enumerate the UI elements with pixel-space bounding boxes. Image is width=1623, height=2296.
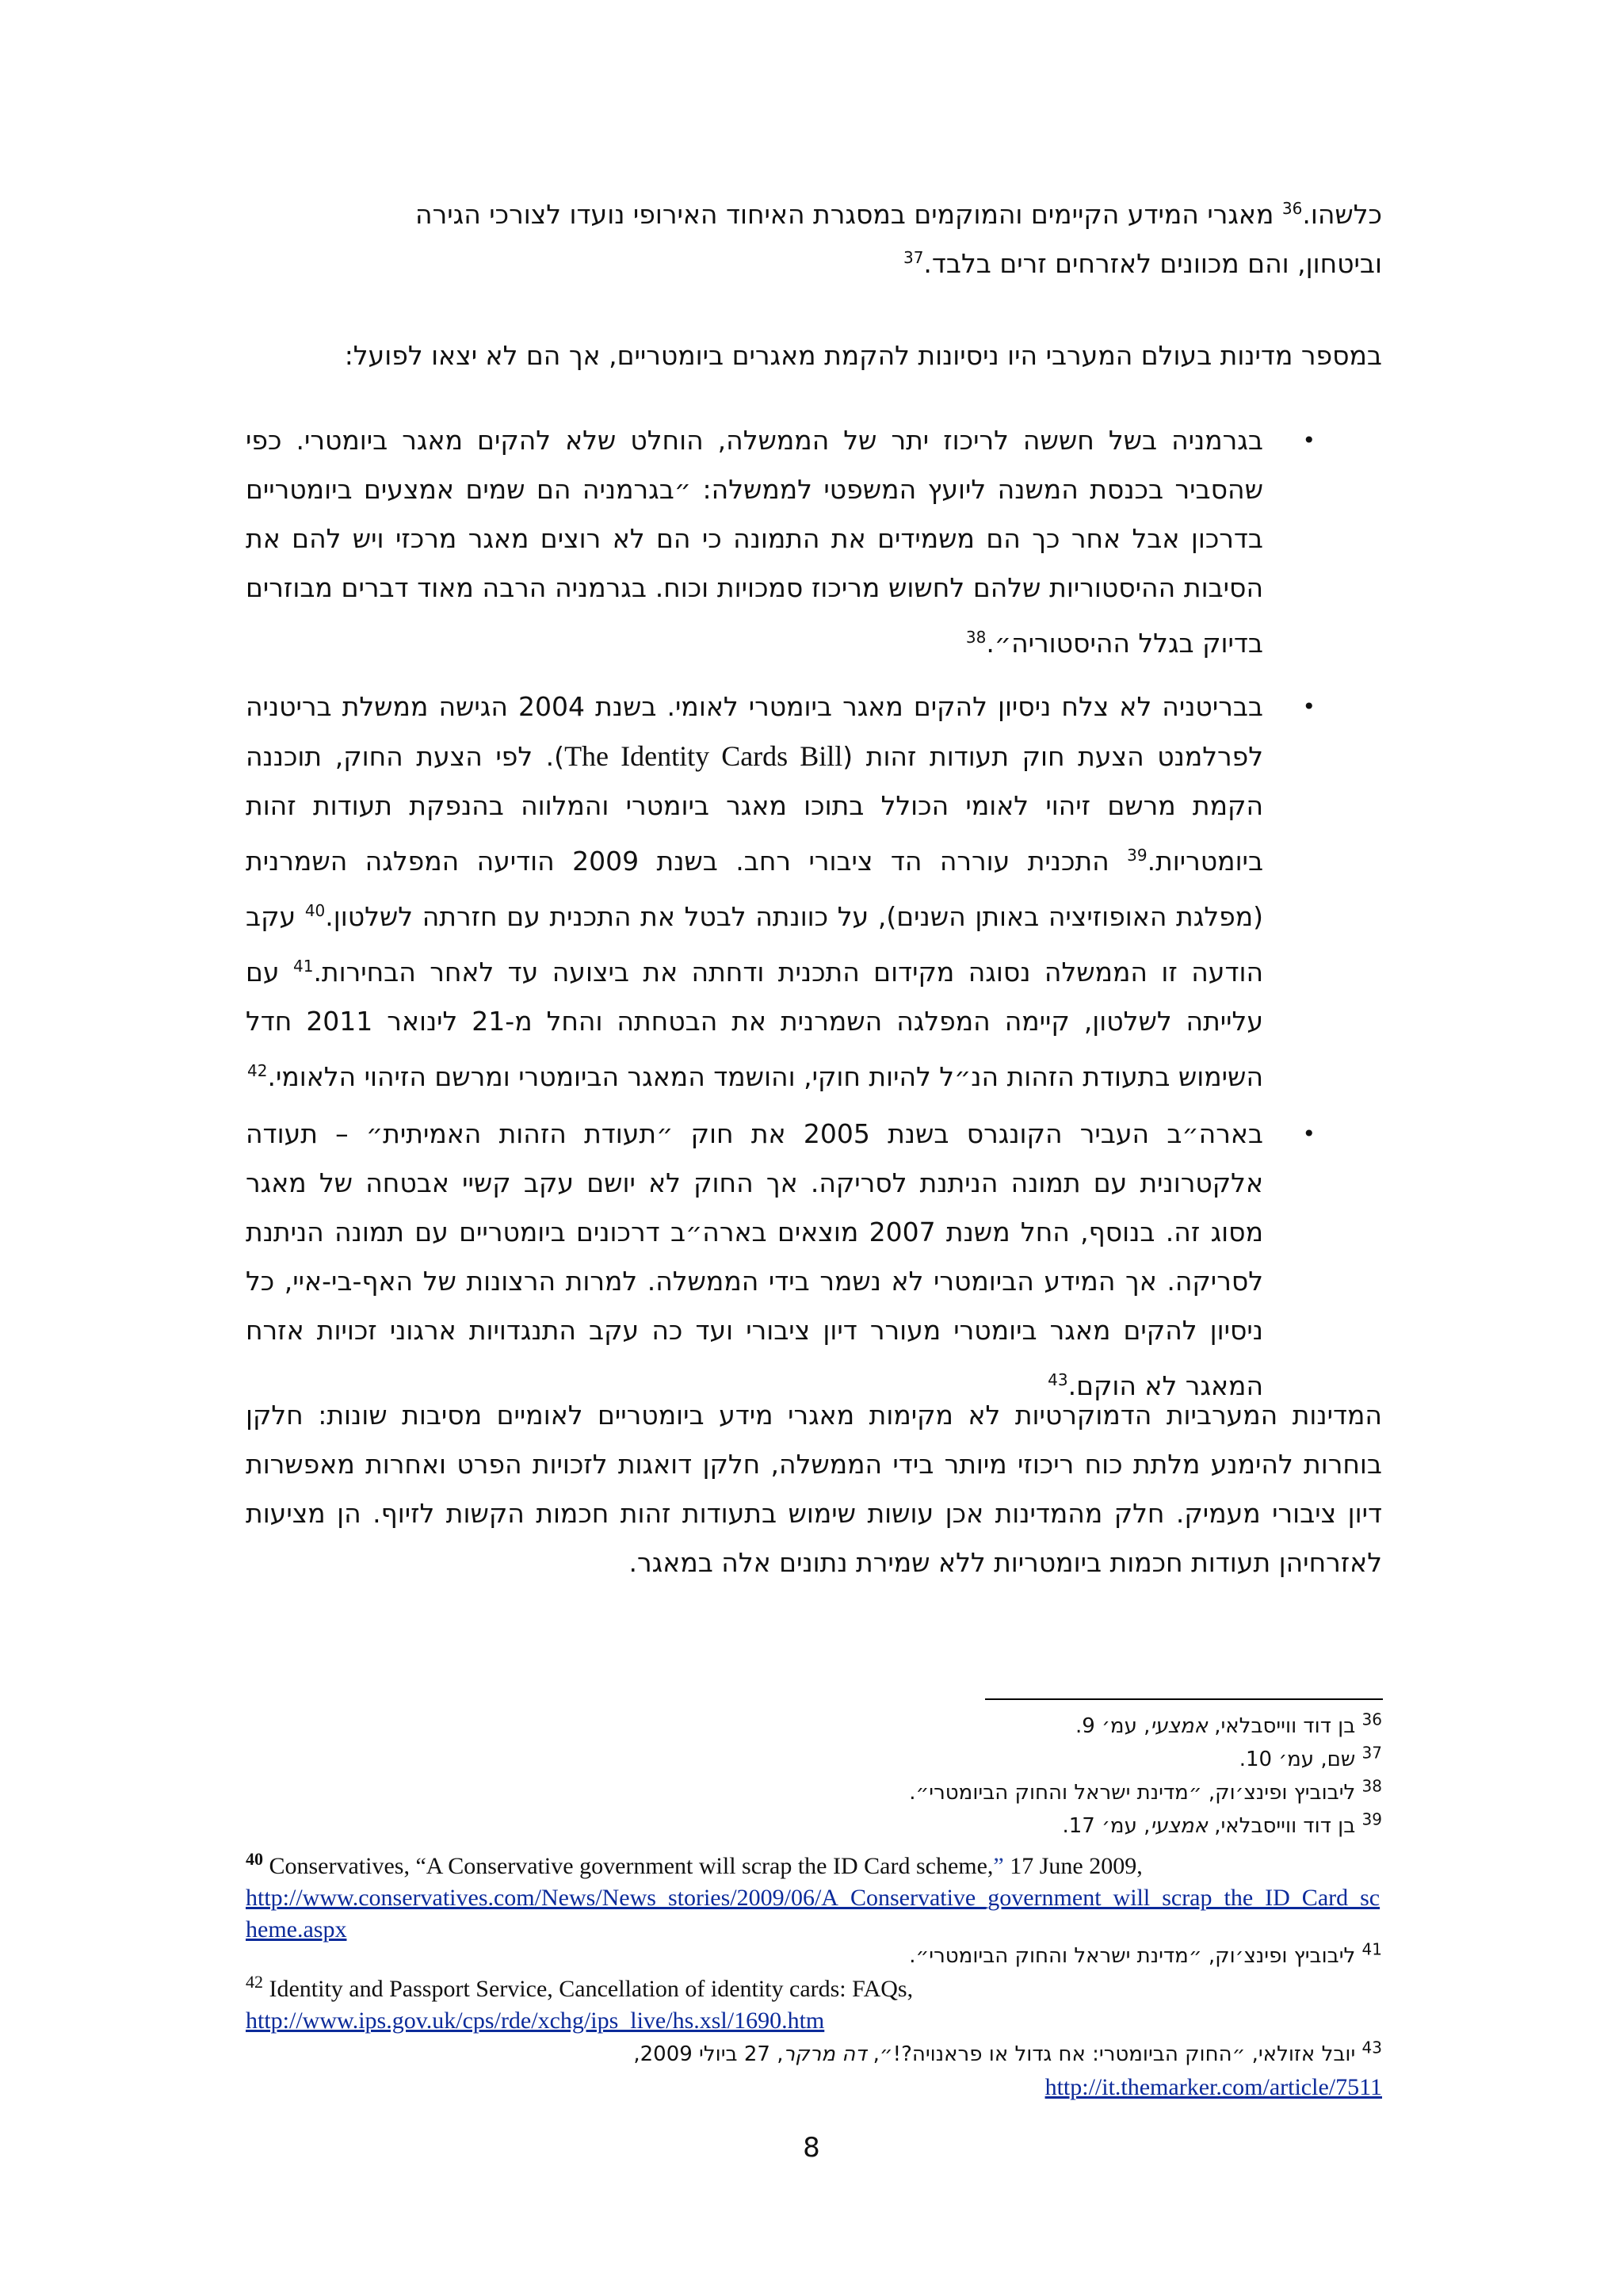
footnote-40	[246, 1843, 1382, 1946]
footnote-text: 17 June 2009,	[1003, 1853, 1143, 1879]
footnote-text: ”	[993, 1853, 1004, 1879]
footnote-42	[246, 1973, 1382, 2037]
footnote-text: , 27 ביולי 2009,	[633, 2042, 784, 2066]
paragraph-line	[246, 239, 1382, 288]
footnote-text: שם, עמ׳ 10.	[1239, 1748, 1356, 1771]
footnote-text: Identity and Passport Service, Cancellation of identity cards: FAQs,	[269, 1976, 914, 2002]
paragraph-conclusion	[246, 1391, 1382, 1587]
footnote-text: בן דוד ווייסבלאי,	[1207, 1714, 1356, 1738]
bullet-germany	[246, 416, 1382, 668]
page-number: 8	[803, 2132, 820, 2164]
footnote-number: 41	[1361, 1939, 1382, 1959]
footnote-text: בן דוד ווייסבלאי,	[1207, 1814, 1356, 1838]
footnote-ref[interactable]: 40	[304, 901, 326, 920]
footnote-ref[interactable]: 39	[1127, 846, 1148, 865]
bullet-icon: •	[1302, 693, 1316, 720]
footnote-title: דה מרקר	[783, 2042, 867, 2066]
paragraph-text: המדינות המערביות הדמוקרטיות לא מקימות מאגרי מידע ביומטריים לאומיים מסיבות שונות: חלקן בוחרות להימנע מלתת כוח ריכוזי מיותר בידי הממשלה, חלקן דואגות לזכויות הפרט ואחרות מאפשרות דיון ציבורי מעמיק. חלק מהמדינות אכן עושות שימוש בתעודות זהות חכמות הקשות לזיוף. הן מציעות לאזרחיהן תעודות חכמות ביומטריות ללא שמירת נתונים אלה במאגר.	[246, 1400, 1382, 1578]
footnote-text: , עמ׳ 9.	[1075, 1714, 1151, 1738]
footnote-text: ליבוביץ ופינצ׳וק, ״מדינת ישראל והחוק הביומטרי״.	[909, 1781, 1356, 1805]
footnote-text: Conservatives, “A Conservative government will scrap the ID Card scheme,	[269, 1853, 994, 1879]
footnote-title: אמצעי	[1150, 1814, 1208, 1838]
bullet-text: בבריטניה לא צלח ניסיון להקים מאגר ביומטרי לאומי. בשנת 2004 הגישה ממשלת בריטניה לפרלמנט הצעת חוק תעודות זהות (	[246, 691, 1263, 772]
text-run: וביטחון, והם מכוונים לאזרחים זרים בלבד.	[923, 248, 1382, 279]
text-run: מאגרי המידע הקיימים והמוקמים במסגרת האיחוד האירופי נועדו לצורכי הגירה	[415, 199, 1282, 230]
footnote-ref[interactable]: 37	[903, 248, 924, 267]
footnote-39	[246, 1810, 1382, 1842]
footnote-43-link-line	[246, 2072, 1382, 2103]
bullet-text: בארה״ב העביר הקונגרס בשנת 2005 את חוק ״תעודת הזהות האמיתית״ – תעודה אלקטרונית עם תמונה הניתנת לסריקה. אך החוק לא יושם עקב קשיי אבטחה של מאגר מסוג זה. בנוסף, החל משנת 2007 מוצאים בארה״ב דרכונים ביומטריים עם תמונה הניתנת לסריקה. אך המידע הביומטרי לא נשמר בידי הממשלה. למרות הרצונות של האף-בי-איי, כל ניסיון להקים מאגר ביומטרי מעורר דיון ציבורי ועד כה עקב התנגדויות ארגוני זכויות אזרח המאגר לא הוקם.	[246, 1118, 1263, 1401]
footnote-ref[interactable]: 41	[292, 957, 314, 976]
footnote-number: 40	[246, 1849, 263, 1869]
footnote-link[interactable]: http://www.ips.gov.uk/cps/rde/xchg/ips_live/hs.xsl/1690.htm	[246, 2008, 825, 2034]
footnote-link[interactable]: http://it.themarker.com/article/7511	[1044, 2074, 1382, 2100]
footnote-text: יובל אזולאי, ״החוק הביומטרי: אח גדול או פראנויה?!״,	[866, 2042, 1356, 2066]
footnote-37	[246, 1744, 1382, 1775]
footnote-number: 39	[1361, 1809, 1382, 1829]
paragraph-lead-in	[246, 331, 1382, 380]
footnote-link[interactable]: http://www.conservatives.com/News/News_stories/2009/06/A_Conservative_government_will_scrap_the_ID_Card_scheme.aspx	[246, 1885, 1381, 1943]
footnote-ref[interactable]: 38	[965, 628, 987, 647]
footnote-ref[interactable]: 43	[1048, 1370, 1068, 1389]
footnote-text: , עמ׳ 17.	[1062, 1814, 1151, 1838]
footnote-number: 37	[1361, 1743, 1382, 1763]
bill-name: The Identity Cards Bill	[564, 740, 843, 772]
bullet-britain	[246, 682, 1382, 1102]
footnote-41	[246, 1940, 1382, 1972]
bullet-text: עם עלייתה לשלטון, קיימה המפלגה השמרנית את הבטחתה והחל מ-21 לינואר 2011 חדל השימוש בתעודת הזהות הנ״ל להיות חוקי, והושמד המאגר הביומטרי ומרשם הזיהוי הלאומי.	[246, 957, 1263, 1092]
footnote-43	[246, 2038, 1382, 2070]
bullet-text: ). לפי הצעת החוק, תוכננה הקמת מרשם זיהוי לאומי הכולל בתוכו מאגר ביומטרי והמלווה בהנפקת תעודות זהות ביומטריות.	[246, 741, 1264, 877]
footnote-number: 36	[1361, 1710, 1382, 1729]
paragraph-line	[246, 190, 1382, 239]
paragraph-intro	[246, 190, 1382, 288]
footnote-38	[246, 1777, 1382, 1809]
footnote-36	[246, 1710, 1382, 1742]
footnote-number: 42	[246, 1972, 263, 1992]
footnote-ref[interactable]: 42	[247, 1061, 268, 1080]
footnote-number: 38	[1361, 1776, 1382, 1796]
bullet-text: התכנית עוררה הד ציבורי רחב. בשנת 2009 הודיעה המפלגה השמרנית (מפלגת האופוזיציה באותן השנים), על כוונתה לבטל את התכנית עם חזרתה לשלטון.	[246, 846, 1263, 932]
bullet-text: עקב הודעה זו הממשלה נסוגה מקידום התכנית ודחתה את ביצועה עד לאחר הבחירות.	[246, 901, 1264, 988]
paragraph-text: במספר מדינות בעולם המערבי היו ניסיונות להקמת מאגרים ביומטריים, אך הם לא יצאו לפועל:	[344, 340, 1382, 371]
footnote-number: 43	[1361, 2038, 1382, 2057]
footnote-title: אמצעי	[1150, 1714, 1208, 1738]
footnote-text: ליבוביץ ופינצ׳וק, ״מדינת ישראל והחוק הביומטרי״.	[909, 1944, 1356, 1968]
bullet-text: בגרמניה בשל חששה לריכוז יתר של הממשלה, הוחלט שלא להקים מאגר ביומטרי. כפי שהסביר בכנסת המשנה ליועץ המשפטי לממשלה: ״בגרמניה הם שמים אמצעים ביומטריים בדרכון אבל אחר כך הם משמידים את התמונה כי הם לא רוצים מאגר מרכזי ויש להם את הסיבות ההיסטוריות שלהם לחשוש מריכוז סמכויות וכוח. בגרמניה הרבה מאוד דברים מבוזרים בדיוק בגלל ההיסטוריה״.	[246, 425, 1263, 659]
country-bullet-list	[246, 416, 1382, 1411]
bullet-icon: •	[1302, 1121, 1316, 1147]
bullet-usa	[246, 1110, 1382, 1411]
footnote-separator	[985, 1698, 1383, 1700]
text-run: כלשהו.	[1302, 199, 1382, 230]
bullet-icon: •	[1302, 427, 1316, 453]
footnote-ref[interactable]: 36	[1281, 199, 1303, 218]
